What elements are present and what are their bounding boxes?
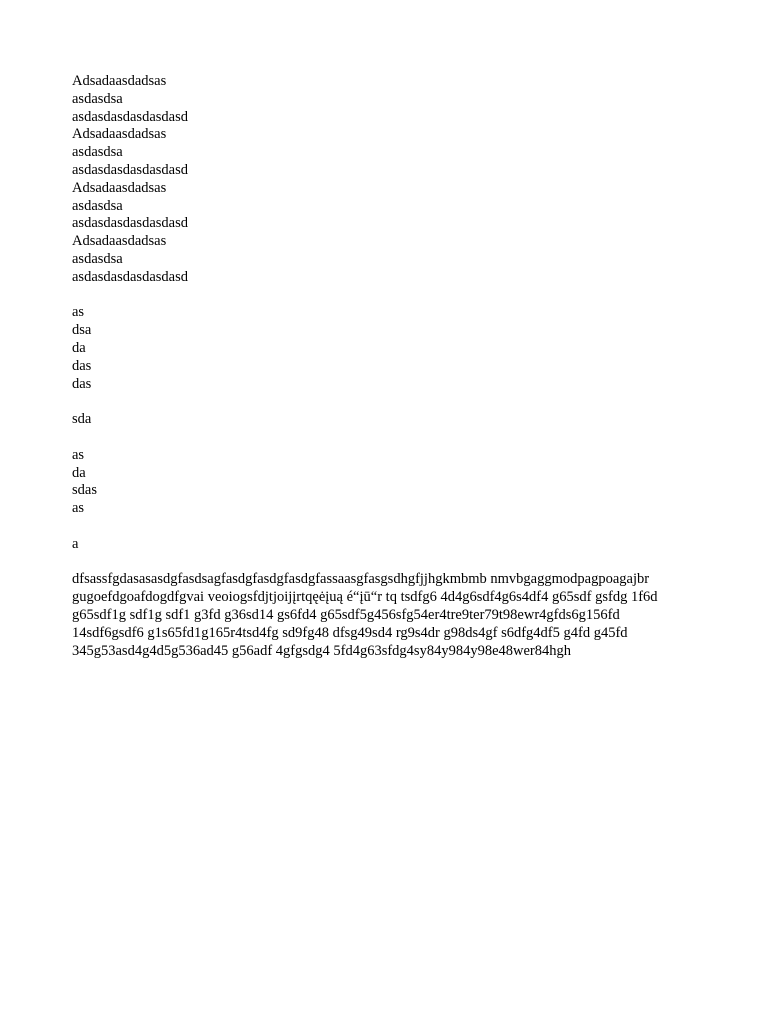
text-line: a bbox=[72, 535, 79, 552]
text-line: asdasdasdasdasdasd bbox=[72, 161, 188, 178]
document-page bbox=[72, 73, 696, 660]
text-line: Adsadaasdadsas bbox=[72, 233, 167, 250]
text-line: asdasdsa bbox=[72, 90, 123, 107]
blank-line bbox=[72, 518, 696, 536]
blank-line bbox=[72, 393, 696, 411]
text-line: asdasdasdasdasdasd bbox=[72, 215, 188, 232]
paragraph-line: 345g53asd4g4d5g536ad45 g56adf 4gfgsdg4 5fd4g63sfdg4sy84y984y98e48wer84hgh bbox=[72, 642, 571, 659]
text-line: asdasdsa bbox=[72, 144, 123, 161]
text-line: Adsadaasdadsas bbox=[72, 73, 167, 89]
text-line: das bbox=[72, 357, 92, 374]
text-line: as bbox=[72, 304, 85, 321]
text-line: asdasdsa bbox=[72, 250, 123, 267]
paragraph-line: 14sdf6gsdf6 g1s65fd1g165r4tsd4fg sd9fg48 dfsg49sd4 rg9s4dr g98ds4gf s6dfg4df5 g4fd g45fd bbox=[72, 624, 628, 641]
text-line: asdasdasdasdasdasd bbox=[72, 108, 188, 125]
paragraph-line: gugoefdgoafdogdfgvai veoiogsfdjtjoijįrtqęėįuą é“įū“r tq tsdfg6 4d4g6sdf4g6s4df4 g65sdf gsfdg 1f6d bbox=[72, 589, 658, 606]
text-line: das bbox=[72, 375, 92, 392]
paragraph-line: dfsassfgdasasasdgfasdsagfasdgfasdgfasdgfassaasgfasgsdhgfjjhgkmbmb nmvbgaggmodpagpoagajbr bbox=[72, 571, 650, 588]
text-line: asdasdsa bbox=[72, 197, 123, 214]
text-line: Adsadaasdadsas bbox=[72, 179, 167, 196]
text-line: sdas bbox=[72, 482, 97, 499]
text-line: da bbox=[72, 339, 86, 356]
text-line: as bbox=[72, 446, 85, 463]
text-line: da bbox=[72, 464, 86, 481]
blank-line bbox=[72, 287, 696, 305]
text-line: as bbox=[72, 500, 85, 517]
text-line: sda bbox=[72, 411, 92, 428]
text-line: asdasdasdasdasdasd bbox=[72, 268, 188, 285]
text-line: Adsadaasdadsas bbox=[72, 126, 167, 143]
paragraph-line: g65sdf1g sdf1g sdf1 g3fd g36sd14 gs6fd4 g65sdf5g456sfg54er4tre9ter79t98ewr4gfds6g156fd bbox=[72, 606, 620, 623]
blank-line bbox=[72, 554, 696, 572]
text-line: dsa bbox=[72, 322, 92, 339]
blank-line bbox=[72, 429, 696, 447]
